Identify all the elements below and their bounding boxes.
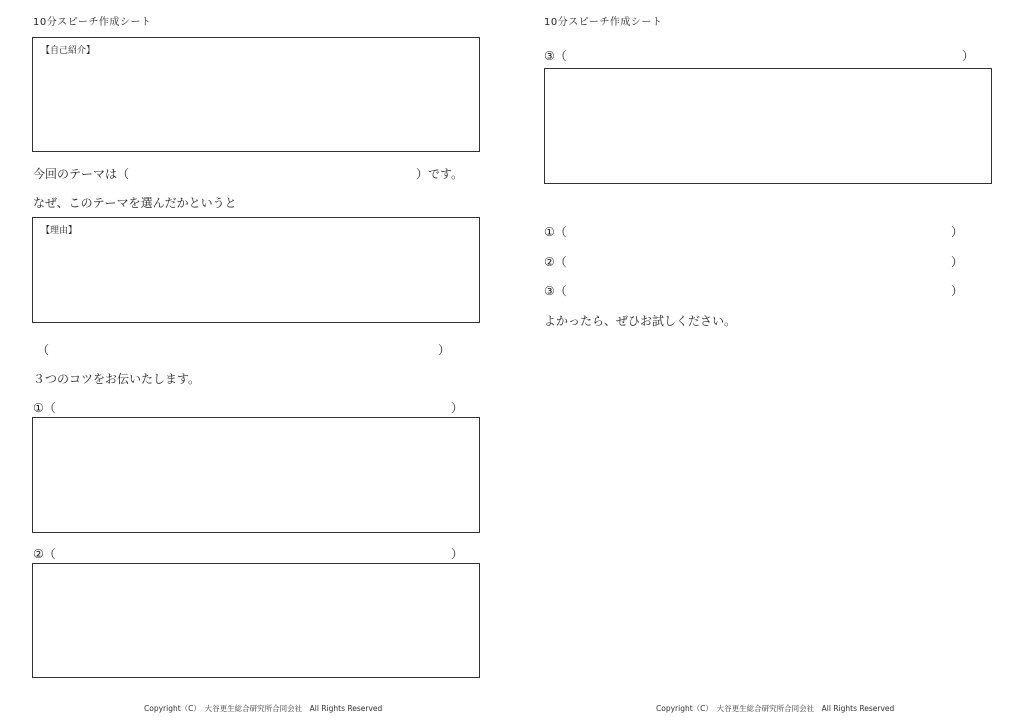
blank-close: ）	[438, 343, 451, 357]
page-header: 10分スピーチ作成シート	[544, 17, 663, 28]
tip3-box	[544, 68, 992, 184]
tip2-box	[32, 563, 480, 678]
tip3-open: ③（	[544, 49, 567, 63]
page-header: 10分スピーチ作成シート	[33, 17, 152, 28]
tip2-close: ）	[451, 547, 464, 561]
tip3-close: ）	[962, 49, 975, 63]
summary-1-close: ）	[951, 225, 964, 239]
tip2-open: ②（	[33, 547, 56, 561]
summary-3-close: ）	[951, 284, 964, 298]
summary-1-open: ①（	[544, 225, 567, 239]
reason-box	[32, 217, 480, 323]
tip1-close: ）	[451, 401, 464, 415]
closing-line: よかったら、ぜひお試しください。	[544, 314, 737, 328]
tip1-box	[32, 417, 480, 533]
summary-2-open: ②（	[544, 255, 567, 269]
summary-3-open: ③（	[544, 284, 567, 298]
theme-open: 今回のテーマは（	[33, 167, 130, 181]
why-line: なぜ、このテーマを選んだかというと	[33, 196, 237, 210]
three-tips-line: ３つのコツをお伝いたします。	[33, 372, 201, 386]
footer-copyright: Copyright（C） 大谷更生総合研究所合同会社 All Rights Reserved	[656, 704, 895, 713]
reason-label: 【理由】	[41, 226, 78, 236]
summary-2-close: ）	[951, 255, 964, 269]
theme-close: ）です。	[416, 167, 464, 181]
blank-open: （	[37, 343, 50, 357]
tip1-open: ①（	[33, 401, 56, 415]
footer-copyright: Copyright（C） 大谷更生総合研究所合同会社 All Rights Reserved	[144, 704, 383, 713]
self-intro-label: 【自己紹介】	[41, 46, 96, 56]
self-intro-box	[32, 37, 480, 152]
